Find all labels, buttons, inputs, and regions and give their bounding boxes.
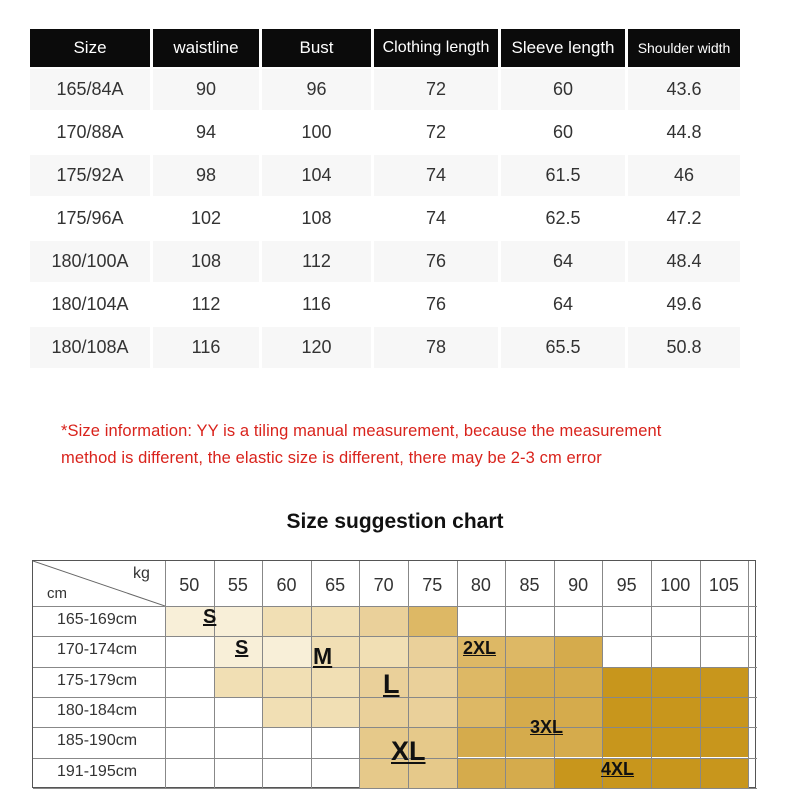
table-cell: 50.8 [628,327,740,368]
table-row [30,155,740,196]
grid-row-line [33,636,757,637]
table-cell: 116 [153,327,259,368]
table-cell: 48.4 [628,241,740,282]
weight-label: 80 [470,575,491,595]
size-table [30,29,740,368]
table-cell: 165/84A [30,69,150,110]
table-cell: 175/92A [30,155,150,196]
table-cell: 62.5 [501,198,625,239]
table-cell: 104 [262,155,371,196]
size-region [408,636,457,666]
height-label: 175-179cm [57,671,138,689]
height-label: 185-190cm [57,732,138,750]
weight-label: 60 [276,575,297,595]
table-row [30,284,740,325]
table-row [30,241,740,282]
size-tag-s-1: S [203,606,217,628]
table-cell: 65.5 [501,327,625,368]
size-region [602,697,748,727]
weight-label: 95 [616,575,637,595]
height-label: 180-184cm [57,701,138,719]
weight-label: 85 [519,575,540,595]
weight-label: 50 [179,575,200,595]
chart-title: Size suggestion chart [286,510,504,533]
table-cell: 100 [262,112,371,153]
table-cell: 74 [374,155,498,196]
table-cell: 72 [374,69,498,110]
table-cell: 112 [153,284,259,325]
table-cell: 74 [374,198,498,239]
header-waistline: waistline [153,29,259,67]
size-tag-l: L [383,669,400,699]
table-body [30,69,740,368]
height-label: 170-174cm [57,641,138,659]
size-tag-3xl: 3XL [530,717,564,737]
table-cell: 108 [262,198,371,239]
table-row [30,69,740,110]
header-bust: Bust [262,29,371,67]
table-cell: 108 [153,241,259,282]
height-label: 165-169cm [57,611,138,628]
table-cell: 60 [501,69,625,110]
size-region [408,606,457,636]
height-label: 191-195cm [57,762,138,780]
table-cell: 64 [501,284,625,325]
size-region [602,727,748,757]
size-region [602,667,651,697]
size-region [554,636,603,666]
table-cell: 180/108A [30,327,150,368]
table-cell: 47.2 [628,198,740,239]
header-sleeve-length: Sleeve length [501,29,625,67]
size-tag-m: M [313,643,333,669]
table-cell: 64 [501,241,625,282]
weight-label: 70 [373,575,394,595]
corner-cm-label: cm [47,585,67,602]
table-cell: 116 [262,284,371,325]
table-cell: 98 [153,155,259,196]
grid-row-line [33,788,757,789]
grid-row-line [33,667,757,668]
table-row [30,327,740,368]
table-cell: 76 [374,241,498,282]
weight-label: 65 [325,575,346,595]
size-tag-2xl: 2XL [463,638,497,658]
table-cell: 72 [374,112,498,153]
size-note-line-1: *Size information: YY is a tiling manual measurement, because the measurement [61,422,662,440]
header-clothing-length: Clothing length [374,29,498,67]
table-cell: 112 [262,241,371,282]
table-cell: 180/104A [30,284,150,325]
corner-kg-label: kg [133,565,150,582]
size-tag-s-2: S [235,637,249,659]
table-cell: 102 [153,198,259,239]
table-row [30,112,740,153]
table-cell: 120 [262,327,371,368]
table-cell: 90 [153,69,259,110]
size-suggestion-grid [32,560,756,788]
grid-row-line [33,606,757,607]
table-cell: 76 [374,284,498,325]
table-cell: 96 [262,69,371,110]
weight-label: 55 [227,575,248,595]
size-note-line-2: method is different, the elastic size is different, there may be 2-3 cm error [61,449,602,467]
weight-label: 105 [708,575,739,595]
table-cell: 180/100A [30,241,150,282]
table-cell: 44.8 [628,112,740,153]
table-cell: 46 [628,155,740,196]
table-cell: 175/96A [30,198,150,239]
table-cell: 170/88A [30,112,150,153]
size-region [214,667,360,697]
table-cell: 43.6 [628,69,740,110]
weight-label: 90 [568,575,589,595]
table-cell: 78 [374,327,498,368]
header-size: Size [30,29,150,67]
table-cell: 94 [153,112,259,153]
size-note [61,418,761,472]
table-cell: 61.5 [501,155,625,196]
table-header [30,29,740,67]
header-shoulder-width: Shoulder width [628,29,740,67]
size-tag-xl: XL [391,736,426,766]
size-tag-4xl: 4XL [601,759,635,779]
grid-row-line [33,727,757,728]
weight-label: 100 [660,575,691,595]
table-cell: 49.6 [628,284,740,325]
table-cell: 60 [501,112,625,153]
table-row [30,198,740,239]
weight-label: 75 [422,575,443,595]
grid-column-line [748,561,749,789]
